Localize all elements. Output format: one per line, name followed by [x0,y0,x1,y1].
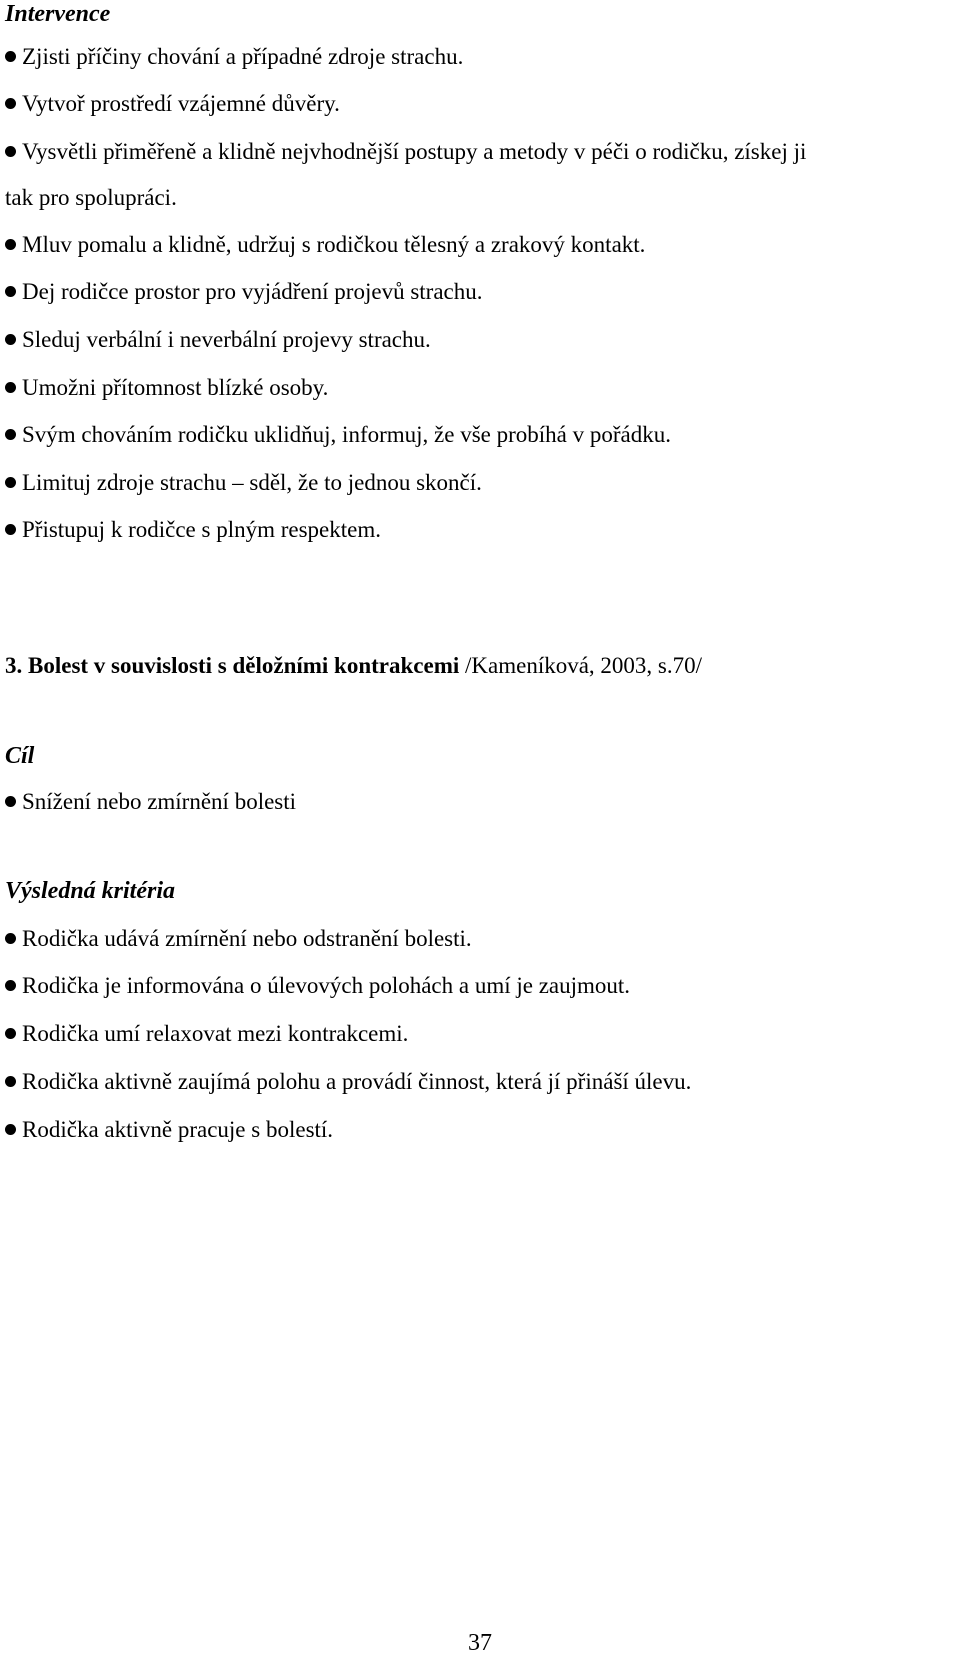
intervence-item-10: Přistupuj k rodičce s plným respektem. [5,516,945,544]
intervence-item-8: Svým chováním rodičku uklidňuj, informuj, že vše probíhá v pořádku. [5,421,945,449]
intervence-item-9: Limituj zdroje strachu – sděl, že to jednou skončí. [5,469,945,497]
kriteria-heading: Výsledná kritéria [5,878,176,904]
kriteria-item-3: Rodička umí relaxovat mezi kontrakcemi. [5,1020,945,1048]
cil-item-1: Snížení nebo zmírnění bolesti [5,788,945,816]
intervence-item-2: Vytvoř prostředí vzájemné důvěry. [5,90,945,118]
kriteria-item-5: Rodička aktivně pracuje s bolestí. [5,1116,945,1144]
intervence-item-5: Dej rodičce prostor pro vyjádření projevů strachu. [5,278,945,306]
bullet-icon [5,382,16,393]
intervence-item-6: Sleduj verbální i neverbální projevy strachu. [5,326,945,354]
bullet-icon [5,796,16,807]
kriteria-item-1: Rodička udává zmírnění nebo odstranění bolesti. [5,925,945,953]
cil-heading: Cíl [5,743,35,769]
bullet-icon [5,524,16,535]
bullet-icon [5,239,16,250]
intervence-heading: Intervence [5,1,111,27]
page-number: 37 [468,1630,492,1656]
kriteria-item-2: Rodička je informována o úlevových polohách a umí je zaujmout. [5,972,945,1000]
bullet-icon [5,146,16,157]
intervence-item-4: Mluv pomalu a klidně, udržuj s rodičkou tělesný a zrakový kontakt. [5,231,945,259]
bullet-icon [5,334,16,345]
bullet-icon [5,933,16,944]
bullet-icon [5,51,16,62]
bullet-icon [5,980,16,991]
bullet-icon [5,98,16,109]
intervence-item-3-continuation: tak pro spolupráci. [5,185,177,210]
intervence-item-1: Zjisti příčiny chování a případné zdroje strachu. [5,43,945,71]
intervence-item-7: Umožni přítomnost blízké osoby. [5,374,945,402]
bullet-icon [5,286,16,297]
intervence-item-3: Vysvětli přiměřeně a klidně nejvhodnější postupy a metody v péči o rodičku, získej ji [5,138,945,166]
bullet-icon [5,429,16,440]
bullet-icon [5,477,16,488]
bullet-icon [5,1124,16,1135]
bullet-icon [5,1028,16,1039]
section-title: 3. Bolest v souvislosti s děložními kontrakcemi /Kameníková, 2003, s.70/ [5,653,703,678]
bullet-icon [5,1076,16,1087]
kriteria-item-4: Rodička aktivně zaujímá polohu a provádí činnost, která jí přináší úlevu. [5,1068,945,1096]
